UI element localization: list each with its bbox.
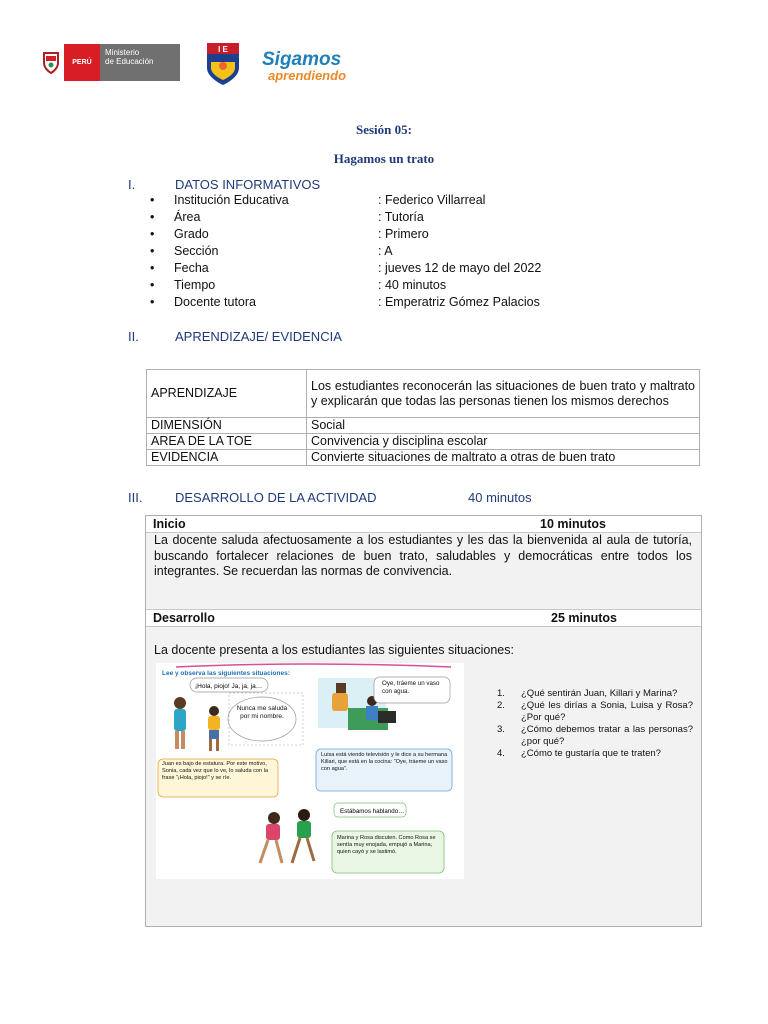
section3-duration: 40 minutos [468, 490, 532, 505]
school-badge-icon [205, 42, 241, 86]
situation-marina: Marina y Rosa discuten. Como Rosa se sentía muy enojada, empujó a Marina, quien cayó y se lastimó. [337, 835, 436, 855]
session-number: Sesión 05: [356, 122, 412, 137]
section1-heading: DATOS INFORMATIVOS [175, 177, 321, 192]
kids-left-icon [174, 697, 220, 751]
questions-list [497, 688, 693, 760]
table-value: Convivencia y disciplina escolar [307, 434, 700, 450]
info-row: • Grado : Primero [150, 227, 429, 241]
desarrollo-time: 25 minutos [551, 611, 617, 625]
list-item: 1. ¿Qué sentirán Juan, Killari y Marina? [497, 688, 678, 699]
desarrollo-label: Desarrollo [153, 611, 215, 625]
session-title: Hagamos un trato [333, 151, 435, 166]
bubble-nunca: Nunca me saluda por mi nombre. [236, 705, 288, 720]
info-row: • Área : Tutoría [150, 210, 424, 224]
inicio-header [146, 516, 701, 533]
brand-line2: aprendiendo [268, 68, 347, 83]
info-row: • Institución Educativa : Federico Villarreal [150, 193, 486, 207]
table-value: Social [307, 418, 700, 434]
girls-pushing-icon [260, 809, 314, 863]
bubble-estabamos: Estábamos hablando… [340, 808, 405, 815]
list-item: 4. ¿Cómo te gustaría que te traten? [497, 748, 661, 759]
inicio-text: La docente saluda afectuosamente a los estudiantes y les das la bienvenida al aula de tutoría, buscando fortalecer relaciones de buen trato, saludables y democráticas entre todos los integrantes. Se recuerdan las normas de convivencia. [154, 533, 692, 578]
school-badge-text: I E [218, 45, 228, 54]
table-key: EVIDENCIA [147, 450, 307, 466]
table-key: APRENDIZAJE [147, 370, 307, 418]
illustration-caption: Lee y observa las siguientes situaciones: [162, 670, 290, 677]
section2-number: II. [128, 329, 139, 344]
section1-number: I. [128, 177, 136, 192]
bubble-oye: Oye, tráeme un vaso con agua. [382, 680, 440, 695]
bubble-hola: ¡Hola, piojo! Ja, ja, ja… [195, 683, 263, 690]
brand-logo [262, 50, 376, 84]
table-row [147, 418, 700, 434]
situations-illustration [156, 663, 464, 879]
section3-number: III. [128, 490, 143, 505]
table-key: AREA DE LA TOE [147, 434, 307, 450]
table-row [147, 370, 700, 418]
section3-heading: DESARROLLO DE LA ACTIVIDAD [175, 490, 377, 505]
ministry-name: Ministerio de Educación [100, 44, 180, 81]
info-row: • Docente tutora : Emperatriz Gómez Palacios [150, 295, 540, 309]
table-value: Los estudiantes reconocerán las situaciones de buen trato y maltrato y explicarán que todas las personas tienen los mismos derechos [307, 370, 700, 418]
brand-line1: Sigamos [262, 49, 342, 70]
list-item: 3. ¿Cómo debemos tratar a las personas? ¿por qué? [497, 724, 693, 747]
table-row [147, 434, 700, 450]
desarrollo-text: La docente presenta a los estudiantes las siguientes situaciones: [154, 643, 514, 657]
peru-shield-icon [38, 44, 64, 81]
table-row [147, 450, 700, 466]
learning-table [146, 369, 700, 466]
ministry-logo [38, 44, 180, 81]
inicio-time: 10 minutos [540, 517, 606, 531]
list-item: 2. ¿Qué les dirías a Sonia, Luisa y Rosa? ¿Por qué? [497, 700, 693, 723]
info-row: • Fecha : jueves 12 de mayo del 2022 [150, 261, 542, 275]
ministry-country: PERÚ [64, 44, 100, 81]
situation-juan: Juan es bajo de estatura. Por este motivo, Sonia, cada vez que lo ve, lo saluda con la frase “¡Hola, piojo!” y se ríe. [162, 761, 269, 781]
info-row: • Tiempo : 40 minutos [150, 278, 447, 292]
inicio-label: Inicio [153, 517, 186, 531]
table-key: DIMENSIÓN [147, 418, 307, 434]
info-row: • Sección : A [150, 244, 393, 258]
situation-luisa: Luisa está viendo televisión y le dice a su hermana Killari, que está en la cocina: “Oye, tráeme un vaso con agua”. [321, 752, 448, 772]
table-value: Convierte situaciones de maltrato a otras de buen trato [307, 450, 700, 466]
section2-heading: APRENDIZAJE/ EVIDENCIA [175, 329, 342, 344]
desarrollo-header [146, 609, 701, 627]
